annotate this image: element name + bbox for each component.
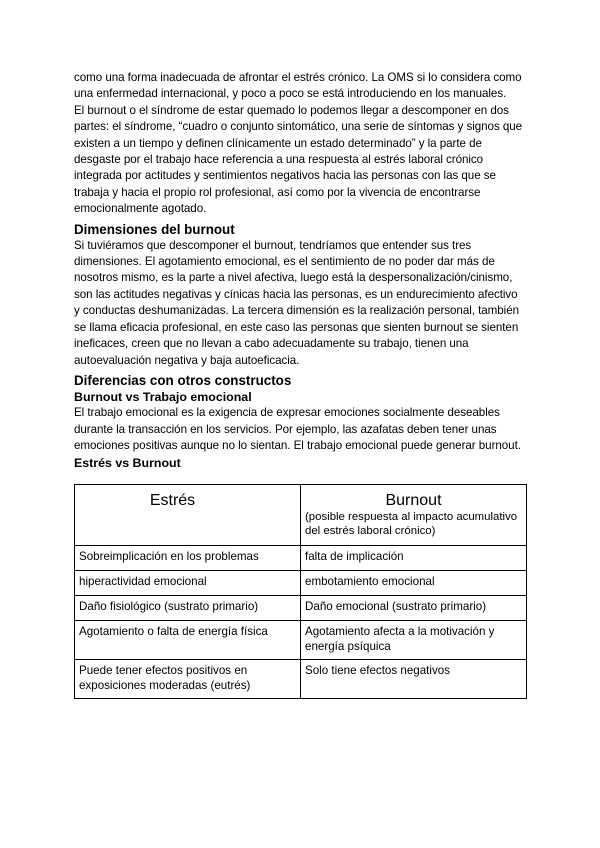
table-cell-estres: Sobreimplicación en los problemas: [75, 546, 301, 571]
table-row: [75, 660, 527, 699]
table-cell-burnout: Daño emocional (sustrato primario): [301, 596, 527, 621]
table-cell-burnout: embotamiento emocional: [301, 571, 527, 596]
document-body: [74, 70, 526, 699]
table-row: [75, 596, 527, 621]
table-header-row: [75, 485, 527, 546]
paragraph-burnout-definition: El burnout o el síndrome de estar quemado lo podemos llegar a descomponer en dos partes: el síndrome, “cuadro o conjunto sintomático, una serie de síntomas y signos que existen a un tiempo y definen clínicamente un estado determinado” y la parte de desgaste por el trabajo hace referencia a una respuesta al estrés laboral crónico integrada por actitudes y sentimientos negativos hacia las personas con las que se trabaja y hacia el propio rol profesional, así como por la vivencia de encontrarse emocionalmente agotado.: [74, 103, 523, 216]
table-cell-estres: Puede tener efectos positivos en exposiciones moderadas (eutrés): [75, 660, 301, 699]
table-row: [75, 571, 527, 596]
table-cell-estres: Daño fisiológico (sustrato primario): [75, 596, 301, 621]
table-cell-burnout: Agotamiento afecta a la motivación y energía psíquica: [301, 621, 527, 660]
table-header-estres: [75, 485, 301, 546]
paragraph-trabajo-emocional: El trabajo emocional es la exigencia de expresar emociones socialmente deseables durante la transacción en los servicios. Por ejemplo, las azafatas deben tener unas emociones positivas aunque no lo sientan. El trabajo emocional puede generar burnout.: [74, 406, 521, 453]
paragraph-dimensiones: Si tuviéramos que descomponer el burnout, tendríamos que entender sus tres dimensiones. El agotamiento emocional, es el sentimiento de no poder dar más de nosotros mismo, es la parte a nivel afectiva, luego está la despersonalización/cinismo, son las actitudes negativas y cínicas hacia las personas, es un endurecimiento afectivo y conductas deshumanizadas. La tercera dimensión es la realización personal, también se llama eficacia profesional, en este caso las personas que sienten burnout se sienten ineficaces, creen que no llevan a cabo adecuadamente su trabajo, tienen una autoevaluación negativa y baja autoeficacia.: [74, 238, 519, 367]
table-row: [75, 546, 527, 571]
comparison-table: [74, 484, 527, 699]
table-cell-burnout: falta de implicación: [301, 546, 527, 571]
table-cell-estres: Agotamiento o falta de energía física: [75, 621, 301, 660]
table-cell-estres: hiperactividad emocional: [75, 571, 301, 596]
heading-dimensiones: Dimensiones del burnout: [74, 221, 235, 237]
table-header-burnout: [301, 485, 527, 546]
heading-estres-vs-burnout: Estrés vs Burnout: [74, 455, 181, 470]
heading-diferencias: Diferencias con otros constructos: [74, 372, 292, 388]
paragraph-intro: como una forma inadecuada de afrontar el estrés crónico. La OMS si lo considera como una enfermedad internacional, y poco a poco se está introduciendo en los manuales.: [74, 71, 522, 101]
header-burnout-subtitle: (posible respuesta al impacto acumulativo del estrés laboral crónico): [305, 511, 518, 538]
table-cell-burnout: Solo tiene efectos negativos: [301, 660, 527, 699]
table-row: [75, 621, 527, 660]
header-burnout-label: Burnout: [385, 492, 442, 510]
heading-trabajo-emocional: Burnout vs Trabajo emocional: [74, 389, 252, 404]
header-estres-label: Estrés: [149, 492, 196, 510]
